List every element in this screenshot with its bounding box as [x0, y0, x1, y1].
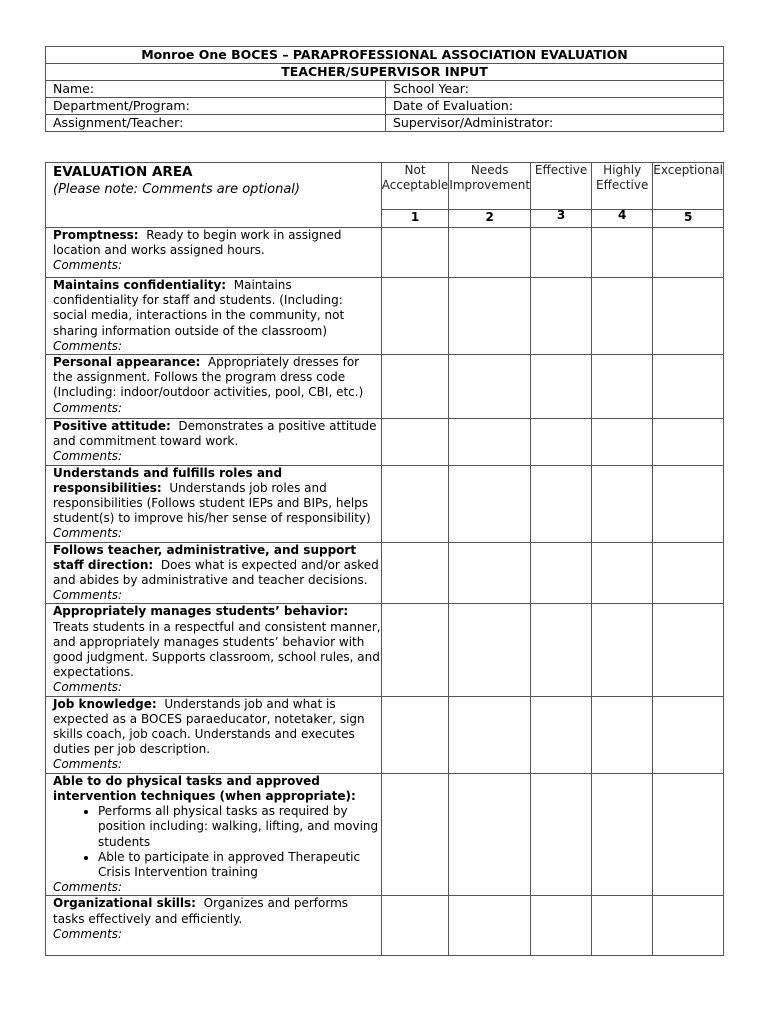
rating-number-5: 5	[653, 210, 724, 228]
criterion-description: Does what is expected and/or asked and abides by administrative and teacher decisions.	[53, 557, 379, 588]
rating-checkbox-5[interactable]	[653, 604, 724, 696]
comments-label[interactable]: Comments:	[53, 757, 123, 772]
rating-number-2: 2	[449, 210, 531, 228]
criterion-description: Organizes and performs tasks effectively and efficiently.	[53, 896, 349, 926]
rating-checkbox-2[interactable]	[449, 896, 531, 956]
rating-checkbox-5[interactable]	[653, 465, 724, 542]
rating-checkbox-2[interactable]	[449, 696, 531, 773]
criterion-title: Promptness:	[53, 228, 139, 242]
criterion-row	[46, 773, 724, 896]
criterion-title: Follows teacher, administrative, and support staff direction:	[53, 542, 357, 572]
rating-checkbox-2[interactable]	[449, 465, 531, 542]
criterion-cell	[46, 465, 382, 542]
rating-checkbox-1[interactable]	[381, 896, 449, 956]
rating-checkbox-5[interactable]	[653, 355, 724, 419]
criterion-description: Demonstrates a positive attitude and commitment toward work.	[53, 419, 377, 449]
evaluation-area-note: (Please note: Comments are optional)	[53, 182, 300, 197]
evaluation-table	[45, 162, 724, 956]
rating-number-1: 1	[381, 210, 449, 228]
criterion-bullet: • Performs all physical tasks as required by position including: walking, lifting, and moving students	[98, 804, 381, 850]
criterion-cell	[46, 604, 382, 696]
rating-checkbox-4[interactable]	[592, 355, 653, 419]
rating-checkbox-3[interactable]	[531, 278, 592, 355]
rating-checkbox-2[interactable]	[449, 278, 531, 355]
criterion-row	[46, 896, 724, 956]
department-program-field[interactable]: Department/Program:	[46, 98, 386, 115]
criterion-cell	[46, 696, 382, 773]
rating-checkbox-4[interactable]	[592, 696, 653, 773]
criterion-bullets	[53, 804, 381, 880]
rating-checkbox-4[interactable]	[592, 896, 653, 956]
criterion-title: Positive attitude:	[53, 419, 171, 434]
rating-checkbox-2[interactable]	[449, 228, 531, 278]
rating-checkbox-4[interactable]	[592, 604, 653, 696]
rating-label-2: Needs Improvement	[449, 163, 531, 210]
rating-checkbox-3[interactable]	[531, 896, 592, 956]
criterion-bullet: • Able to participate in approved Therapeutic Crisis Intervention training	[98, 850, 381, 880]
criterion-row	[46, 419, 724, 466]
criterion-cell	[46, 896, 382, 956]
criterion-row	[46, 278, 724, 355]
rating-label-5: Exceptional	[653, 163, 724, 210]
name-field[interactable]: Name:	[46, 81, 386, 98]
rating-checkbox-2[interactable]	[449, 419, 531, 466]
form-subtitle: TEACHER/SUPERVISOR INPUT	[46, 64, 724, 81]
evaluation-area-title: EVALUATION AREA	[53, 164, 193, 180]
comments-label[interactable]: Comments:	[53, 880, 123, 895]
rating-number-4: 4	[592, 206, 653, 224]
comments-label[interactable]: Comments:	[53, 338, 123, 353]
rating-checkbox-3[interactable]	[531, 542, 592, 604]
criterion-description: Treats students in a respectful and consistent manner, and appropriately manages students’ behavior with good judgment. Supports classroom, school rules, and expectations.	[53, 619, 381, 680]
criterion-row	[46, 604, 724, 696]
rating-checkbox-5[interactable]	[653, 228, 724, 278]
rating-checkbox-4[interactable]	[592, 542, 653, 604]
supervisor-administrator-field[interactable]: Supervisor/Administrator:	[386, 115, 724, 132]
rating-checkbox-5[interactable]	[653, 278, 724, 355]
criterion-row	[46, 355, 724, 419]
rating-label-3: Effective	[531, 163, 592, 210]
criterion-description: Ready to begin work in assigned location and works assigned hours.	[53, 228, 342, 258]
comments-label[interactable]: Comments:	[53, 449, 123, 464]
criterion-title: Personal appearance:	[53, 355, 201, 370]
criterion-row	[46, 542, 724, 604]
header-table	[45, 46, 724, 132]
rating-checkbox-2[interactable]	[449, 773, 531, 896]
rating-checkbox-4[interactable]	[592, 228, 653, 278]
rating-checkbox-5[interactable]	[653, 773, 724, 896]
criterion-cell	[46, 419, 382, 466]
rating-checkbox-3[interactable]	[531, 419, 592, 466]
rating-checkbox-4[interactable]	[592, 773, 653, 896]
rating-checkbox-1[interactable]	[381, 278, 449, 355]
comments-label[interactable]: Comments:	[53, 400, 123, 415]
rating-checkbox-3[interactable]	[531, 228, 592, 278]
criterion-title: Understands and fulfills roles and responsibilities:	[53, 465, 283, 495]
criterion-cell	[46, 542, 382, 604]
criterion-cell	[46, 228, 382, 278]
criterion-row	[46, 465, 724, 542]
criterion-cell	[46, 773, 382, 896]
rating-checkbox-5[interactable]	[653, 419, 724, 466]
rating-checkbox-1[interactable]	[381, 773, 449, 896]
rating-checkbox-1[interactable]	[381, 542, 449, 604]
criterion-title: Maintains confidentiality:	[53, 278, 227, 292]
rating-checkbox-1[interactable]	[381, 465, 449, 542]
rating-checkbox-2[interactable]	[449, 542, 531, 604]
rating-checkbox-1[interactable]	[381, 696, 449, 773]
rating-checkbox-1[interactable]	[381, 419, 449, 466]
criterion-row	[46, 228, 724, 278]
criterion-row	[46, 696, 724, 773]
criterion-description: Understands job roles and responsibilities (Follows student IEPs and BIPs, helps student(s) to improve his/her sense of responsibility)	[53, 480, 371, 526]
rating-checkbox-5[interactable]	[653, 542, 724, 604]
rating-checkbox-2[interactable]	[449, 355, 531, 419]
criterion-title: Able to do physical tasks and approved intervention techniques (when appropriate):	[53, 773, 356, 803]
assignment-teacher-field[interactable]: Assignment/Teacher:	[46, 115, 386, 132]
form-title: Monroe One BOCES – PARAPROFESSIONAL ASSOCIATION EVALUATION	[46, 47, 724, 64]
rating-checkbox-4[interactable]	[592, 465, 653, 542]
rating-checkbox-1[interactable]	[381, 355, 449, 419]
rating-checkbox-3[interactable]	[531, 604, 592, 696]
rating-checkbox-1[interactable]	[381, 228, 449, 278]
rating-checkbox-2[interactable]	[449, 604, 531, 696]
rating-checkbox-3[interactable]	[531, 696, 592, 773]
rating-number-3: 3	[531, 206, 592, 224]
school-year-field[interactable]: School Year:	[386, 81, 724, 98]
criterion-cell	[46, 355, 382, 419]
criterion-description: Appropriately dresses for the assignment. Follows the program dress code (Including: indoor/outdoor activities, pool, CBI, etc.)	[53, 355, 364, 400]
rating-label-4: Highly Effective	[592, 163, 653, 210]
criterion-cell	[46, 278, 382, 355]
comments-label[interactable]: Comments:	[53, 680, 123, 695]
criterion-title: Organizational skills:	[53, 896, 196, 911]
comments-label[interactable]: Comments:	[53, 526, 123, 541]
comments-label[interactable]: Comments:	[53, 926, 123, 941]
rating-checkbox-5[interactable]	[653, 696, 724, 773]
rating-checkbox-1[interactable]	[381, 604, 449, 696]
evaluation-area-header	[46, 163, 382, 228]
rating-checkbox-4[interactable]	[592, 278, 653, 355]
criterion-description: Maintains confidentiality for staff and students. (Including: social media, interactions in the community, not sharing information outside of the classroom)	[53, 278, 345, 338]
rating-checkbox-5[interactable]	[653, 896, 724, 956]
criterion-title: Appropriately manages students’ behavior:	[53, 604, 349, 619]
date-of-evaluation-field[interactable]: Date of Evaluation:	[386, 98, 724, 115]
rating-checkbox-3[interactable]	[531, 773, 592, 896]
criterion-description: Understands job and what is expected as a BOCES paraeducator, notetaker, sign skills coach, job coach. Understands and executes duties per job description.	[53, 696, 365, 757]
rating-checkbox-3[interactable]	[531, 465, 592, 542]
rating-checkbox-4[interactable]	[592, 419, 653, 466]
rating-checkbox-3[interactable]	[531, 355, 592, 419]
comments-label[interactable]: Comments:	[53, 588, 123, 603]
criterion-title: Job knowledge:	[53, 696, 157, 711]
rating-label-1: Not Acceptable	[381, 163, 449, 210]
comments-label[interactable]: Comments:	[53, 258, 123, 273]
